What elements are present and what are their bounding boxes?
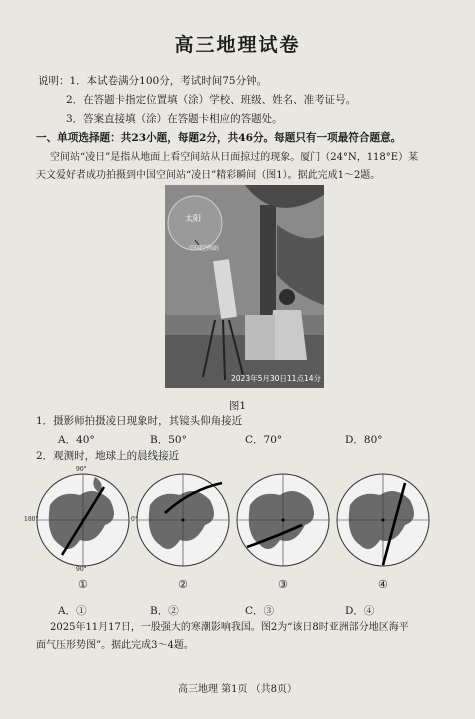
globe1-top-label: 90° bbox=[76, 466, 87, 473]
sun-label: 太阳 bbox=[185, 214, 201, 223]
globe1-right-label: 0° bbox=[131, 516, 138, 523]
globe-number-4: ④ bbox=[378, 578, 388, 591]
question2-stem: 2．观测时，地球上的晨线接近 bbox=[36, 450, 180, 462]
q2-option-a[interactable]: A．① bbox=[58, 605, 87, 617]
passage-line-2: 天文爱好者成功拍摄到中国空间站“凌日”精彩瞬间（图1）。据此完成1～2题。 bbox=[36, 170, 381, 181]
q1-option-a[interactable]: A．40° bbox=[58, 434, 95, 446]
passage2-line-2: 面气压形势图”。据此完成3～4题。 bbox=[36, 640, 194, 651]
globe-4 bbox=[337, 474, 429, 566]
section-heading: 一、单项选择题：共23小题，每题2分，共46分。每题只有一项最符合题意。 bbox=[36, 132, 402, 144]
instruction-2: 2．在答题卡指定位置填（涂）学校、班级、姓名、准考证号。 bbox=[66, 94, 357, 106]
q1-option-b[interactable]: B．50° bbox=[150, 434, 187, 446]
q1-option-d[interactable]: D．80° bbox=[345, 434, 383, 446]
q2-option-d[interactable]: D．④ bbox=[345, 605, 375, 617]
globe-1 bbox=[37, 474, 129, 566]
globe1-left-label: 180° bbox=[24, 516, 39, 523]
photo-timestamp: 2023年5月30日11点14分 bbox=[231, 374, 321, 383]
globe-number-1: ① bbox=[78, 578, 88, 591]
globes-figure bbox=[0, 465, 475, 585]
q2-option-b[interactable]: B．② bbox=[150, 605, 179, 617]
question1-stem: 1．摄影师拍摄凌日现象时，其镜头仰角接近 bbox=[36, 415, 243, 427]
figure1-caption: 图1 bbox=[228, 400, 247, 412]
q1-option-c[interactable]: C．70° bbox=[245, 434, 283, 446]
page-title: 高三地理试卷 bbox=[174, 34, 301, 56]
globe-number-3: ③ bbox=[278, 578, 288, 591]
station-label: 中国空间站 bbox=[189, 245, 220, 252]
globe1-bottom-label: 90° bbox=[76, 566, 87, 573]
globe-3 bbox=[237, 474, 329, 566]
q2-option-c[interactable]: C．③ bbox=[245, 605, 275, 617]
passage-line-1: 空间站“凌日”是指从地面上看空间站从日面掠过的现象。厦门（24°N，118°E）某 bbox=[50, 152, 419, 163]
globe-2 bbox=[137, 474, 229, 566]
globe-number-2: ② bbox=[178, 578, 188, 591]
transit-photo bbox=[165, 185, 324, 388]
instruction-1: 说明：1．本试卷满分100分，考试时间75分钟。 bbox=[38, 75, 268, 87]
page-footer: 高三地理 第1页 （共8页） bbox=[177, 684, 298, 695]
instruction-3: 3．答案直接填（涂）在答题卡相应的答题处。 bbox=[66, 113, 283, 125]
passage2-line-1: 2025年11月17日，一股强大的寒潮影响我国。图2为“该日8时亚洲部分地区海平 bbox=[50, 622, 409, 633]
